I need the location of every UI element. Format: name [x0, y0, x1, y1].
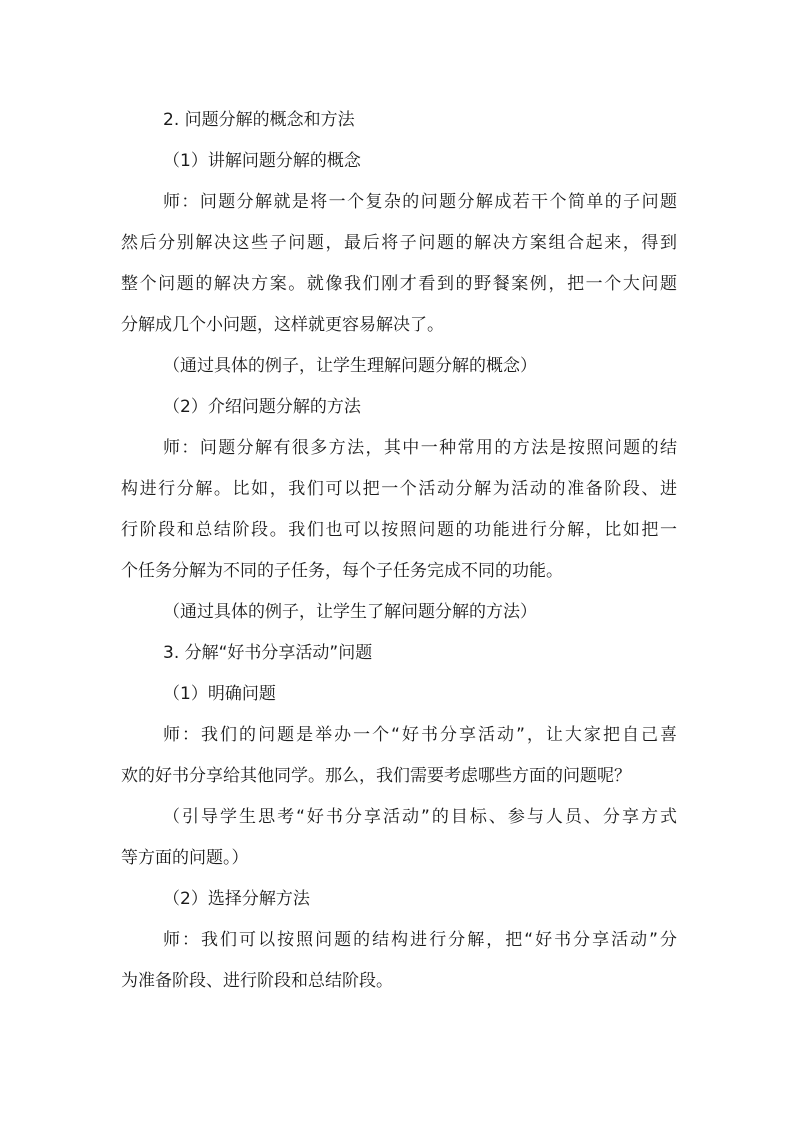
subheading-3-2	[121, 879, 677, 920]
document-body	[121, 100, 677, 1002]
paragraph-choose-method	[121, 920, 677, 1002]
paragraph-line: 师：问题分解就是将一个复杂的问题分解成若干个简单的子问题	[163, 192, 677, 212]
paragraph-line: 师：我们的问题是举办一个“好书分享活动”，让大家把自己喜	[163, 725, 677, 745]
subheading-text: （2）选择分解方法	[163, 889, 310, 909]
paragraph-line: 整个问题的解决方案。就像我们刚才看到的野餐案例，把一个大问题	[121, 274, 677, 294]
section-heading-3	[121, 633, 677, 674]
paragraph-line: 个任务分解为不同的子任务，每个子任务完成不同的功能。	[121, 561, 563, 581]
section-heading-2	[121, 100, 677, 141]
paragraph-concept	[121, 182, 677, 346]
paragraph-line: 师：问题分解有很多方法，其中一种常用的方法是按照问题的结	[163, 438, 677, 458]
paragraph-line: 欢的好书分享给其他同学。那么，我们需要考虑哪些方面的问题呢？	[121, 766, 631, 786]
subheading-2-1	[121, 141, 677, 182]
subheading-3-1	[121, 674, 677, 715]
paragraph-line: 然后分别解决这些子问题，最后将子问题的解决方案组合起来，得到	[121, 233, 677, 253]
note-problem	[121, 797, 677, 879]
note-concept	[121, 346, 677, 387]
subheading-text: （2）介绍问题分解的方法	[163, 397, 361, 417]
paragraph-problem	[121, 715, 677, 797]
paragraph-line: 为准备阶段、进行阶段和总结阶段。	[121, 971, 393, 991]
paragraph-line: 师：我们可以按照问题的结构进行分解，把“好书分享活动”分	[163, 930, 677, 950]
subheading-text: （1）明确问题	[163, 684, 276, 704]
subheading-text: （1）讲解问题分解的概念	[163, 151, 361, 171]
note-line: 等方面的问题。）	[121, 848, 249, 868]
paragraph-method	[121, 428, 677, 592]
paragraph-line: 分解成几个小问题，这样就更容易解决了。	[121, 315, 444, 335]
paragraph-line: 行阶段和总结阶段。我们也可以按照问题的功能进行分解，比如把一	[121, 520, 677, 540]
heading-text: 3. 分解“好书分享活动”问题	[163, 643, 373, 663]
note-text: （通过具体的例子，让学生理解问题分解的概念）	[163, 356, 537, 376]
note-line: （引导学生思考“好书分享活动”的目标、参与人员、分享方式	[163, 807, 677, 827]
note-method	[121, 592, 677, 633]
subheading-2-2	[121, 387, 677, 428]
note-text: （通过具体的例子，让学生了解问题分解的方法）	[163, 602, 537, 622]
paragraph-line: 构进行分解。比如，我们可以把一个活动分解为活动的准备阶段、进	[121, 479, 677, 499]
heading-text: 2. 问题分解的概念和方法	[163, 110, 355, 130]
